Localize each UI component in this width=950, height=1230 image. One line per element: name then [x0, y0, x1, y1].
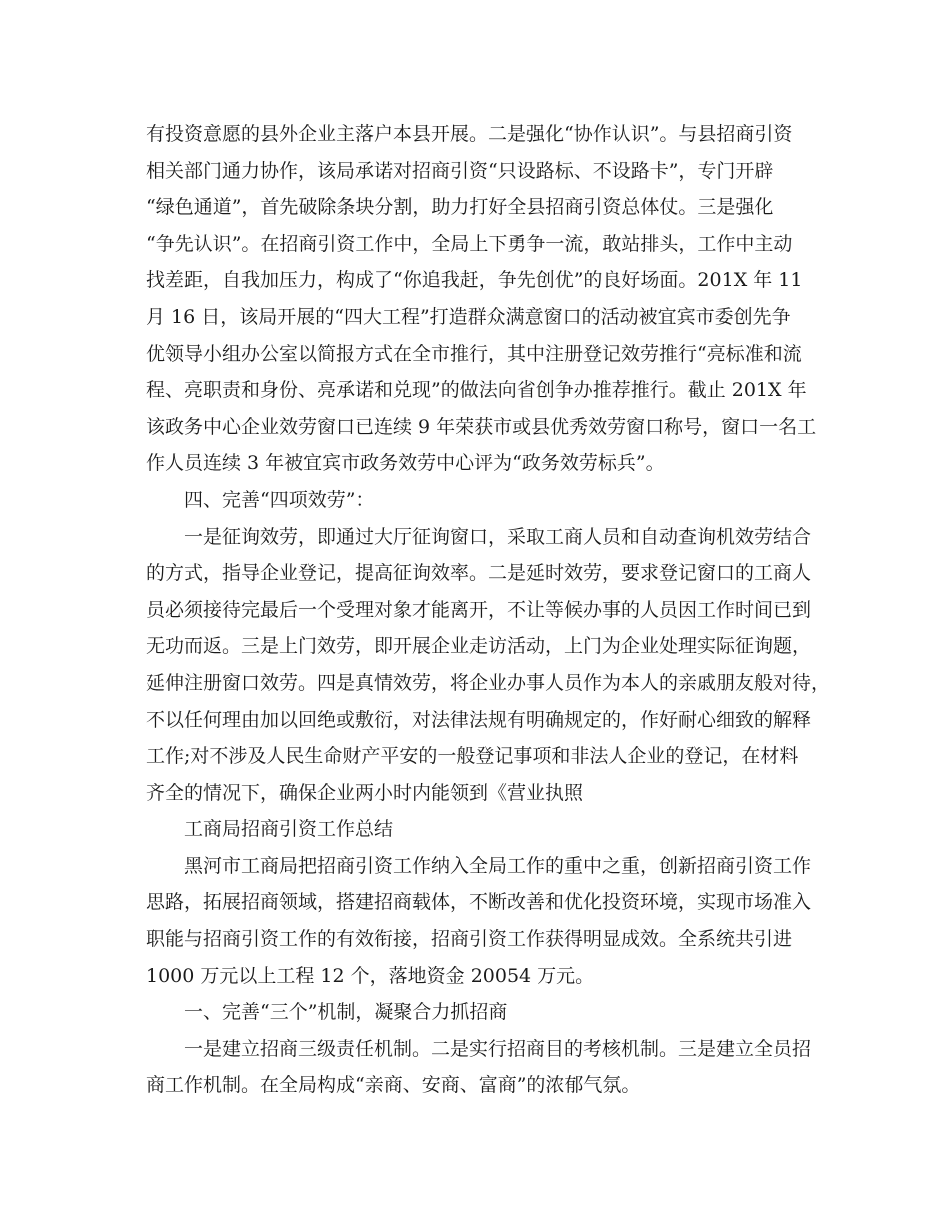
- text-line: 作人员连续 3 年被宜宾市政务效劳中心评为“政务效劳标兵”。: [146, 452, 665, 475]
- text-line: 齐全的情况下，确保企业两小时内能领到《营业执照: [146, 781, 584, 804]
- text-line: 工商局招商引资工作总结: [184, 818, 394, 841]
- text-line: 月 16 日，该局开展的“四大工程”打造群众满意窗口的活动被宜宾市委创先争: [146, 305, 791, 328]
- text-line: 一是建立招商三级责任机制。二是实行招商目的考核机制。三是建立全员招: [184, 1037, 812, 1060]
- text-line: 黑河市工商局把招商引资工作纳入全局工作的重中之重，创新招商引资工作: [184, 854, 812, 877]
- text-line: “绿色通道”，首先破除条块分割，助力打好全县招商引资总体仗。三是强化: [146, 196, 774, 219]
- text-line: 相关部门通力协作，该局承诺对招商引资“只设路标、不设路卡”，专门开辟: [146, 159, 774, 182]
- text-line: 找差距，自我加压力，构成了“你追我赶，争先创优”的良好场面。201X 年 11: [146, 269, 803, 292]
- text-line: 1000 万元以上工程 12 个，落地资金 20054 万元。: [146, 964, 595, 987]
- text-line: 无功而返。三是上门效劳，即开展企业走访活动，上门为企业处理实际征询题，: [146, 635, 812, 658]
- text-line: 四、完善“四项效劳”：: [184, 488, 375, 511]
- text-line: 员必须接待完最后一个受理对象才能离开，不让等候办事的人员因工作时间已到: [146, 598, 812, 621]
- text-line: 该政务中心企业效劳窗口已连续 9 年荣获市或县优秀效劳窗口称号，窗口一名工: [146, 415, 817, 438]
- text-line: 程、亮职责和身份、亮承诺和兑现”的做法向省创争办推荐推行。截止 201X 年: [146, 379, 807, 402]
- text-line: 延伸注册窗口效劳。四是真情效劳，将企业办事人员作为本人的亲戚朋友般对待，: [146, 671, 831, 694]
- text-line: 思路，拓展招商领域，搭建招商载体，不断改善和优化投资环境，实现市场准入: [146, 891, 812, 914]
- text-line: 的方式，指导企业登记，提高征询效率。二是延时效劳，要求登记窗口的工商人: [146, 562, 812, 585]
- text-line: 有投资意愿的县外企业主落户本县开展。二是强化“协作认识”。与县招商引资: [146, 123, 793, 145]
- text-line: “争先认识”。在招商引资工作中，全局上下勇争一流，敢站排头，工作中主动: [146, 232, 793, 255]
- text-line: 一是征询效劳，即通过大厅征询窗口，采取工商人员和自动查询机效劳结合: [184, 525, 812, 548]
- document-body: [146, 116, 831, 1104]
- text-line: 优领导小组办公室以简报方式在全市推行，其中注册登记效劳推行“亮标准和流: [146, 342, 802, 365]
- text-line: 职能与招商引资工作的有效衔接，招商引资工作获得明显成效。全系统共引进: [146, 928, 793, 951]
- text-line: 不以任何理由加以回绝或敷衍，对法律法规有明确规定的，作好耐心细致的解释: [146, 708, 812, 731]
- text-line: 一、完善“三个”机制，凝聚合力抓招商: [184, 1001, 508, 1024]
- text-line: 工作;对不涉及人民生命财产平安的一般登记事项和非法人企业的登记，在材料: [146, 745, 799, 768]
- text-line: 商工作机制。在全局构成“亲商、安商、富商”的浓郁气氛。: [146, 1074, 641, 1097]
